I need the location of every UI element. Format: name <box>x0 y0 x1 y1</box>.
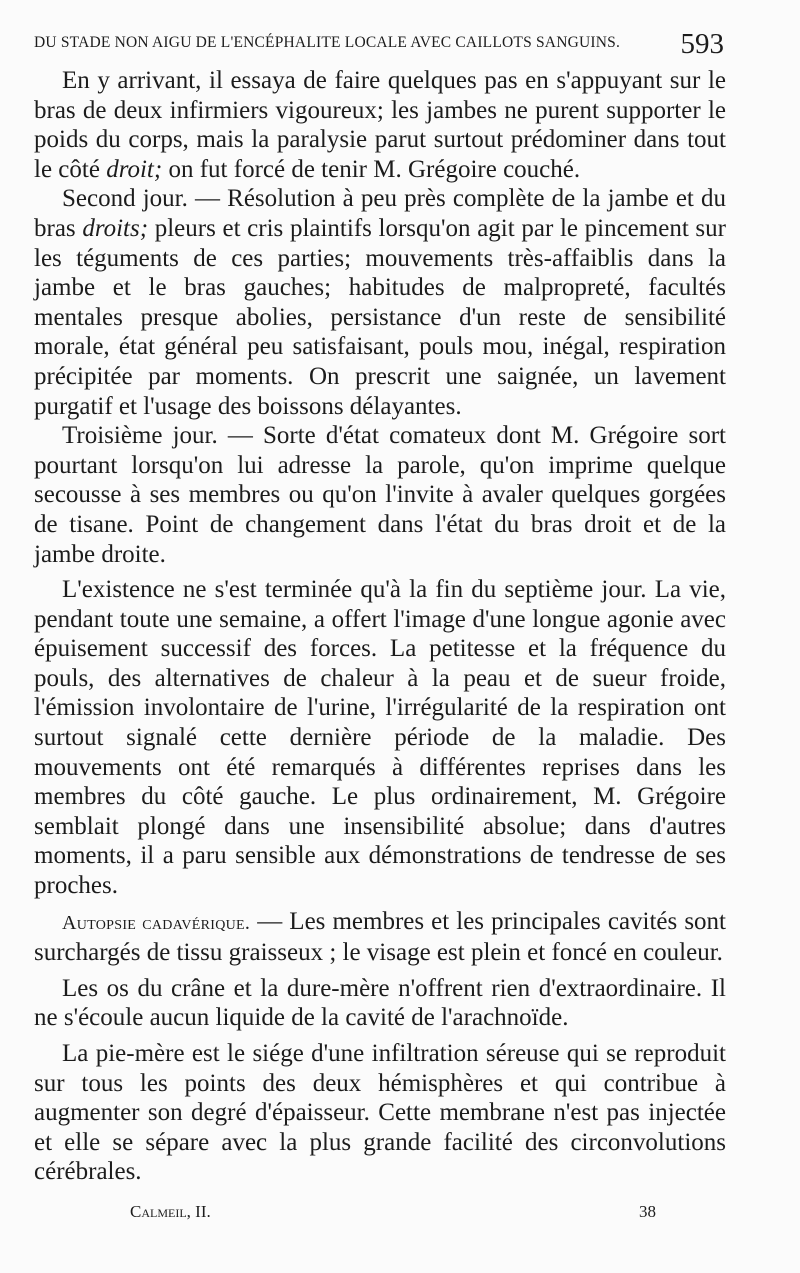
paragraph <box>34 907 726 968</box>
page-header <box>34 26 724 62</box>
paragraph <box>34 1039 726 1187</box>
text-run: Second jour. — Résolution à peu près complète de la jambe et du bras <box>34 185 726 242</box>
section-heading: Autopsie cadavérique. <box>62 911 251 934</box>
paragraph <box>34 974 726 1033</box>
paragraph <box>34 421 726 569</box>
text-run: Troisième jour. — Sorte d'état comateux dont M. Grégoire sort pourtant lorsqu'on lui adresse la parole, qu'on imprime quelque secousse à ses membres ou qu'on l'invite à avaler quelques gorgées de tisane. Point de changement dans l'état du bras droit et de la jambe droite. <box>34 422 726 568</box>
text-run: En y arrivant, il essaya de faire quelques pas en s'appuyant sur le bras de deux infirmiers vigoureux; les jambes ne purent supporter le poids du corps, mais la paralysie parut surtout prédominer dans tout le côté <box>34 67 726 183</box>
running-head: DU STADE NON AIGU DE L'ENCÉPHALITE LOCALE AVEC CAILLOTS SANGUINS. <box>34 34 621 51</box>
signature-mark-author: Calmeil, II. <box>130 1202 211 1221</box>
paragraph <box>34 575 726 901</box>
page-body <box>34 66 726 1186</box>
text-run: Les os du crâne et la dure-mère n'offrent rien d'extraordinaire. Il ne s'écoule aucun liquide de la cavité de l'arachnoïde. <box>34 974 726 1032</box>
paragraph <box>34 184 726 421</box>
text-run: pleurs et cris plaintifs lorsqu'on agit par le pincement sur les téguments de ces parties; mouvements très-affaiblis dans la jambe et le bras gauches; habitudes de malpropreté, facultés mentales presque abolies, persistance d'un reste de sensibilité morale, état général peu satisfaisant, pouls mou, inégal, respiration précipitée par moments. On prescrit une saignée, un lavement purgatif et l'usage des boissons délayantes. <box>34 214 726 420</box>
page-footer <box>96 1202 656 1232</box>
italic-run: droits; <box>82 214 149 242</box>
page-number: 593 <box>680 28 724 60</box>
italic-run: droit; <box>106 155 163 183</box>
paragraph <box>34 66 726 184</box>
text-run: L'existence ne s'est terminée qu'à la fin du septième jour. La vie, pendant toute une semaine, a offert l'image d'une longue agonie avec épuisement successif des forces. La petitesse et la fréquence du pouls, des alternatives de chaleur à la peau et de sueur froide, l'émission involontaire de l'urine, l'irrégularité de la respiration ont surtout signalé cette dernière période de la maladie. Des mouvements ont été remarqués à différentes reprises dans les membres du côté gauche. Le plus ordinairement, M. Grégoire semblait plongé dans une insensibilité absolue; dans d'autres moments, il a paru sensible aux démonstrations de tendresse de ses proches. <box>34 576 726 900</box>
signature-mark-number: 38 <box>639 1202 656 1221</box>
text-run: La pie-mère est le siége d'une infiltration séreuse qui se reproduit sur tous les points des deux hémisphères et qui contribue à augmenter son degré d'épaisseur. Cette membrane n'est pas injectée et elle se sépare avec la plus grande facilité des circonvolutions cérébrales. <box>34 1040 726 1186</box>
text-run: — Les membres et les principales cavités sont surchargés de tissu graisseux ; le visage est plein et foncé en couleur. <box>34 907 726 967</box>
text-run: on fut forcé de tenir M. Grégoire couché. <box>162 155 581 183</box>
